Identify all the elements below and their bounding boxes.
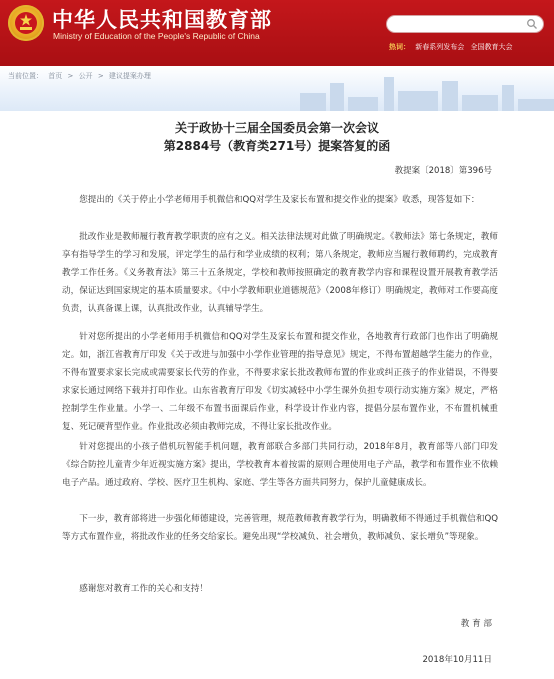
- search-box: [386, 15, 544, 33]
- paragraph: 针对您所提出的小学老师用手机微信和QQ对学生及家长布置和提交作业，各地教育行政部门也作出了明确规定。如，浙江省教育厅印发《关于改进与加强中小学作业管理的指导意见》规定，不得布置超越学生能力的作业，不得布置要求家长完成或需要家长代劳的作业，不得要求家长批改教师布置的作业或纠正孩子的作业错误，不得要求家长通过网络下载并打印作业。山东省教育厅印发《切实减轻中小学生课外负担专项行动实施方案》规定，严格控制学生作业量。小学一、二年级不布置书面课后作业，科学设计作业内容，提倡分层布置作业，不布置机械重复、死记硬背型作业。作业批改必须由教师完成，不得让家长批改作业。: [62, 332, 498, 432]
- paragraph: 您提出的《关于停止小学老师用手机微信和QQ对学生及家长布置和提交作业的提案》收悉，现答复如下：: [79, 195, 480, 205]
- breadcrumb-label: 当前位置：: [8, 72, 43, 80]
- breadcrumb-public[interactable]: 公开: [78, 72, 93, 80]
- breadcrumb-home[interactable]: 首页: [48, 72, 63, 80]
- paragraph: 感谢您对教育工作的关心和支持！: [79, 584, 209, 594]
- signature: 教 育 部: [460, 619, 492, 629]
- breadcrumb-proposal[interactable]: 建议提案办理: [108, 72, 151, 80]
- hot-words-label: 热词：: [389, 43, 410, 51]
- national-emblem-icon: [8, 5, 44, 41]
- paragraph: 下一步，教育部将进一步强化师德建设，完善管理，规范教师教育教学行为，明确教师不得通过手机微信和QQ等方式布置作业，将批改作业的任务交给家长。避免出现“学校减负、社会增负，教师减负、家长增负”等现象。: [62, 514, 498, 542]
- document-number: 教提案〔2018〕第396号: [394, 166, 492, 176]
- skyline-decoration: [518, 99, 554, 111]
- search-icon[interactable]: [526, 18, 538, 30]
- skyline-decoration: [502, 85, 514, 111]
- skyline-decoration: [348, 97, 378, 111]
- skyline-decoration: [384, 77, 394, 111]
- article: [0, 111, 554, 679]
- hot-words: [389, 42, 516, 52]
- site-subtitle: Ministry of Education of the People's Republic of China: [53, 31, 260, 41]
- site-header: [0, 0, 554, 66]
- skyline-decoration: [462, 95, 498, 111]
- skyline-decoration: [330, 83, 344, 111]
- search-input[interactable]: [395, 17, 525, 31]
- hot-link-education-conference[interactable]: 全国教育大会: [470, 43, 513, 51]
- paragraph: 批改作业是教师履行教育教学职责的应有之义。相关法律法规对此做了明确规定。《教师法》第七条规定，教师享有指导学生的学习和发展，评定学生的品行和学业成绩的权利；第八条规定，教师应当履行教师聘约，完成教育教学工作任务。《义务教育法》第三十五条规定，学校和教师按照确定的教育教学内容和课程设置开展教育教学活动，保证达到国家规定的基本质量要求。《中小学教师职业道德规范》（2008年修订）明确规定，教师对工作要高度负责，认真备课上课，认真批改作业，认真辅导学生。: [62, 232, 498, 314]
- breadcrumb-separator: >: [67, 72, 74, 80]
- breadcrumb: [8, 71, 154, 81]
- skyline-decoration: [442, 81, 458, 111]
- skyline-decoration: [300, 93, 326, 111]
- date: 2018年10月11日: [422, 655, 492, 665]
- skyline-decoration: [398, 91, 438, 111]
- hot-link-new-year-press[interactable]: 新春系列发布会: [415, 43, 465, 51]
- banner-skyline: [0, 66, 554, 111]
- article-title-line1: 关于政协十三届全国委员会第一次会议: [174, 121, 379, 135]
- article-title-line2: 第2884号（教育类271号）提案答复的函: [163, 139, 391, 153]
- site-title: 中华人民共和国教育部: [52, 7, 272, 32]
- breadcrumb-separator: >: [97, 72, 104, 80]
- paragraph: 针对您提出的小孩子借机玩智能手机问题，教育部联合多部门共同行动，2018年8月，教育部等八部门印发《综合防控儿童青少年近视实施方案》提出，学校教育本着按需的原则合理使用电子产品，教学和布置作业不依赖电子产品。通过政府、学校、医疗卫生机构、家庭、学生等各方面共同努力，保护儿童健康成长。: [62, 442, 498, 488]
